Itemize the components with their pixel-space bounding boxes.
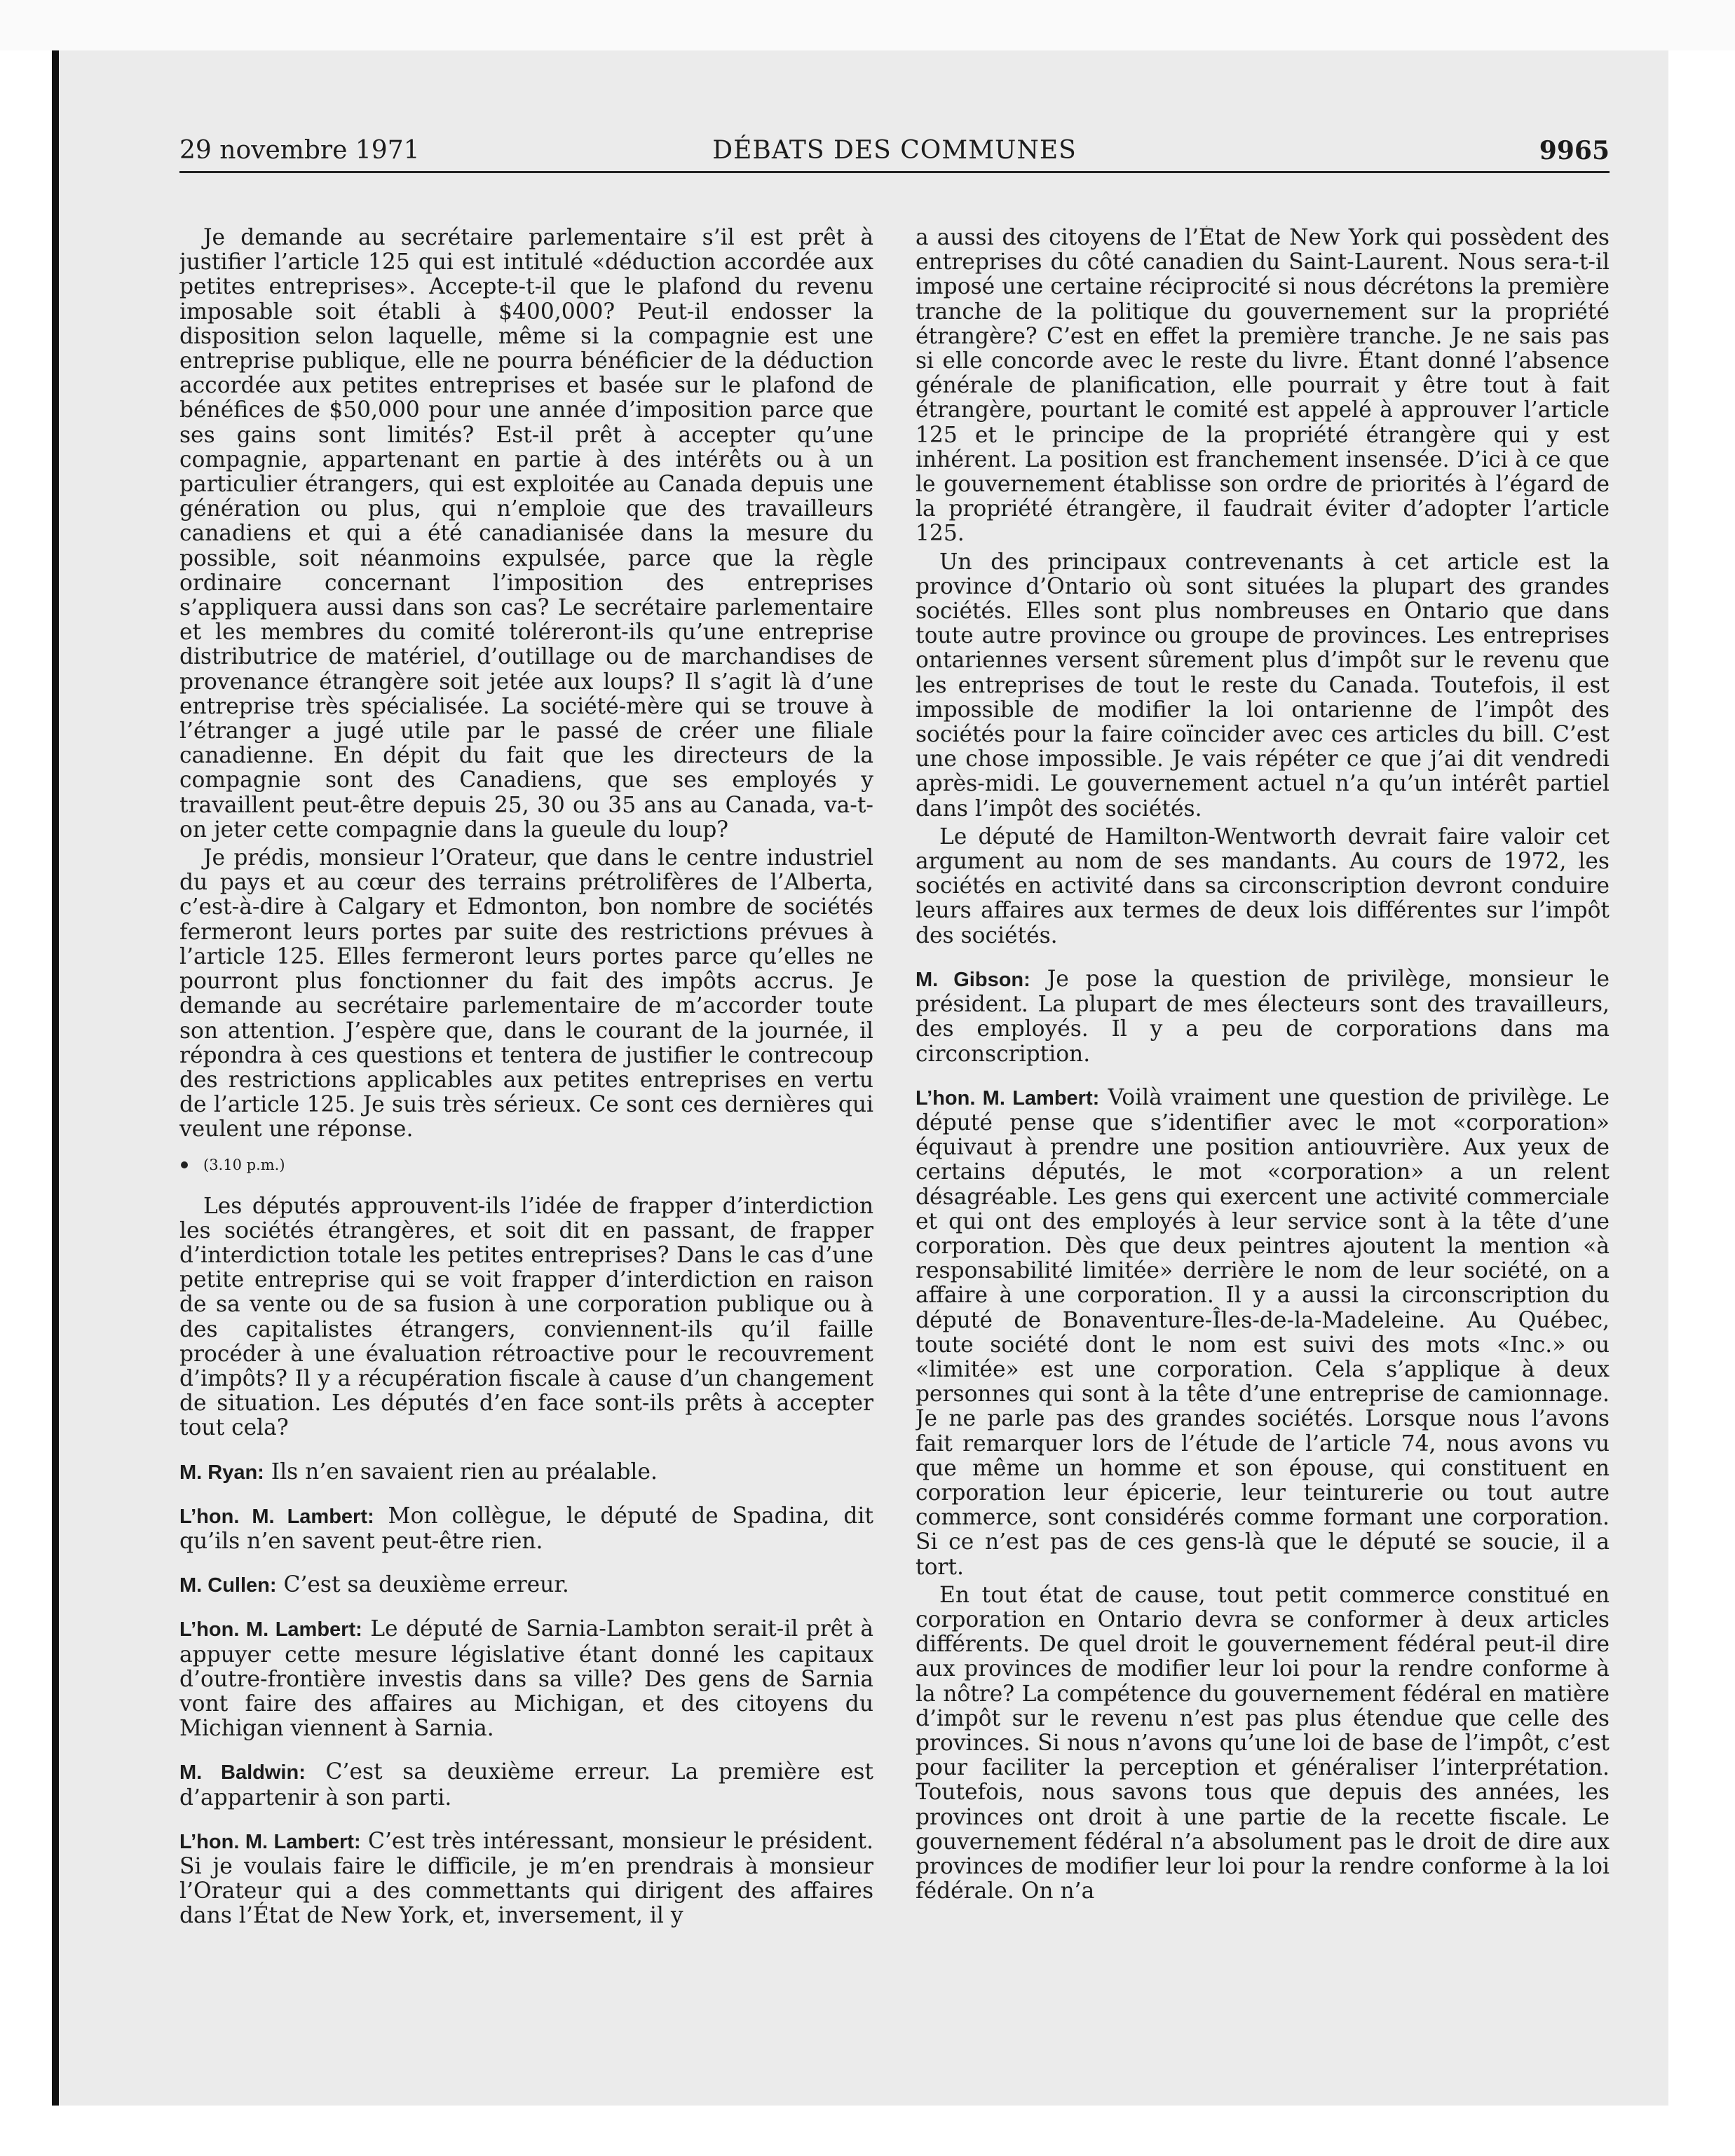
speaker-name: L’hon. M. Lambert:	[179, 1505, 374, 1528]
speech-text: Mon collègue, le député de Spadina, dit qu’ils n’en savent peut-être rien.	[179, 1503, 873, 1554]
scan-bottom-margin	[0, 2106, 1735, 2156]
speech-text: C’est sa deuxième erreur.	[276, 1572, 569, 1598]
speaker-name: M. Gibson:	[916, 968, 1030, 991]
header-title: DÉBATS DES COMMUNES	[712, 136, 1077, 165]
paragraph: En tout état de cause, tout petit commerce constitué en corporation en Ontario devra se conformer à deux articles différents. De quel droit le gouvernement fédéral peut-il dire aux provinces de modifier leur loi pour la rendre conforme à la nôtre? La compétence du gouvernement fédéral en matière d’impôt sur le revenu n’est pas plus étendue que celle des provinces. Si nous n’avons qu’une loi de base de l’impôt, c’est pour faciliter la perception et généraliser l’interprétation. Toutefois, nous savons tous que depuis des années, les provinces ont droit à une partie de la recette fiscale. Le gouvernement fédéral n’a absolument pas le droit de dire aux provinces de modifier leur loi pour la rendre conforme à la loi fédérale. On n’a	[916, 1582, 1610, 1904]
right-column	[916, 226, 1610, 2020]
speech	[179, 1460, 873, 1485]
speech-text: C’est sa deuxième erreur. La première est d’appartenir à son parti.	[179, 1759, 873, 1810]
time-stamp	[179, 1155, 873, 1175]
paragraph: Je prédis, monsieur l’Orateur, que dans le centre industriel du pays et au cœur des terrains prétrolifères de l’Alberta, c’est-à-dire à Calgary et Edmonton, bon nombre de sociétés fermeront leurs portes par suite des restrictions prévues à l’article 125. Elles fermeront leurs portes parce qu’elles ne pourront plus fonctionner du fait des impôts accrus. Je demande au secrétaire parlementaire de m’accorder toute son attention. J’espère que, dans le courant de la journée, il répondra à ces questions et tentera de justifier le contrecoup des restrictions applicables aux petites entreprises en vertu de l’article 125. Je suis très sérieux. Ce sont ces dernières qui veulent une réponse.	[179, 845, 873, 1142]
left-column	[179, 226, 873, 2020]
speech	[916, 967, 1610, 1067]
speech	[179, 1829, 873, 1929]
paragraph: Les députés approuvent-ils l’idée de frapper d’interdiction les sociétés étrangères, et soit dit en passant, de frapper d’interdiction totale les petites entreprises? Dans le cas d’une petite entreprise qui se voit frapper d’interdiction en raison de sa vente ou de sa fusion à une corporation publique ou à des capitalistes étrangers, conviennent-ils qu’il faille procéder à une évaluation rétroactive pour le recouvrement d’impôts? Il y a récupération fiscale à cause d’un changement de situation. Les députés d’en face sont-ils prêts à accepter tout cela?	[179, 1193, 873, 1441]
paragraph: Je demande au secrétaire parlementaire s’il est prêt à justifier l’article 125 qui est intitulé «déduction accordée aux petites entreprises». Accepte-t-il que le plafond du revenu imposable soit établi à $400,000? Peut-il endosser la disposition selon laquelle, même si la compagnie est une entreprise publique, elle ne pourra bénéficier de la déduction accordée aux petites entreprises et basée sur le plafond de bénéfices de $50,000 pour une année d’imposition parce que ses gains sont limités? Est-il prêt à accepter qu’une compagnie, appartenant en partie à des intérêts ou à un particulier étrangers, qui est exploitée au Canada depuis une génération ou plus, qui n’emploie que des travailleurs canadiens et qui a été canadianisée dans la mesure du possible, soit néanmoins expulsée, parce que la règle ordinaire concernant l’imposition des entreprises s’appliquera aussi dans son cas? Le secrétaire parlementaire et les membres du comité toléreront-ils qu’une entreprise distributrice de matériel, d’outillage ou de marchandises de provenance étrangère soit jetée aux loups? Il s’agit là d’une entreprise très spécialisée. La société-mère qui se trouve à l’étranger a jugé utile par le passé de créer une filiale canadienne. En dépit du fait que les directeurs de la compagnie sont des Canadiens, que ses employés y travaillent peut-être depuis 25, 30 ou 35 ans au Canada, va-t-on jeter cette compagnie dans la gueule du loup?	[179, 226, 873, 842]
speaker-name: M. Cullen:	[179, 1574, 277, 1597]
bullet-icon	[181, 1161, 188, 1168]
speaker-name: M. Ryan:	[179, 1461, 264, 1484]
speech-text: Je pose la question de privilège, monsieur le président. La plupart de mes électeurs sont des travailleurs, des employés. Il y a peu de corporations dans ma circonscription.	[916, 966, 1610, 1067]
running-head	[179, 135, 1610, 173]
page-binding-edge	[52, 50, 59, 2106]
speech-text: Ils n’en savaient rien au préalable.	[264, 1459, 658, 1485]
header-date: 29 novembre 1971	[179, 136, 420, 165]
speech	[179, 1573, 873, 1598]
speech-text: C’est très intéressant, monsieur le président. Si je voulais faire le difficile, je m’en prendrais à monsieur l’Orateur qui a des commettants qui dirigent des affaires dans l’État de New York, et, inversement, il y	[179, 1828, 873, 1929]
speech-text: Voilà vraiment une question de privilège. Le député pense que s’identifier avec le mot «corporation» équivaut à prendre une position antiouvrière. Aux yeux de certains députés, le mot «corporation» a un relent désagréable. Les gens qui exercent une activité commerciale et qui ont des employés à leur service sont à la tête d’une corporation. Dès que deux peintres ajoutent la mention «à responsabilité limitée» derrière le nom de leur société, on a affaire à une corporation. Il y a aussi la circonscription du député de Bonaventure-Îles-de-la-Madeleine. Au Québec, toute société dont le nom est suivi des mots «Inc.» ou «limitée» est une corporation. Cela s’applique à deux personnes qui sont à la tête d’une entreprise de camionnage. Je ne parle pas des grandes sociétés. Lorsque nous l’avons fait remarquer lors de l’étude de l’article 74, nous avons vu que même un homme et son épouse, qui constituent en corporation leur épicerie, leur teinturerie ou tout autre commerce, sont considérés comme formant une corporation. Si ce n’est pas de ces gens-là que le député se soucie, il a tort.	[916, 1084, 1610, 1580]
speaker-name: L’hon. M. Lambert:	[179, 1618, 362, 1642]
speech	[916, 1086, 1610, 1580]
time-stamp-text: (3.10 p.m.)	[203, 1156, 285, 1173]
header-page-number: 9965	[1539, 136, 1610, 165]
speech-text: Le député de Sarnia-Lambton serait-il prêt à appuyer cette mesure législative étant donné les capitaux d’outre-frontière investis dans sa ville? Des gens de Sarnia vont faire des affaires au Michigan, et des citoyens du Michigan viennent à Sarnia.	[179, 1616, 873, 1742]
speech	[179, 1760, 873, 1810]
paragraph: Le député de Hamilton-Wentworth devrait faire valoir cet argument au nom de ses mandants. Au cours de 1972, les sociétés en activité dans sa circonscription devront conduire leurs affaires aux termes de deux lois différentes sur l’impôt des sociétés.	[916, 824, 1610, 948]
speaker-name: L’hon. M. Lambert:	[916, 1086, 1100, 1110]
speech	[179, 1504, 873, 1554]
speech	[179, 1617, 873, 1741]
paragraph: a aussi des citoyens de l’État de New York qui possèdent des entreprises du côté canadien du Saint-Laurent. Nous sera-t-il imposé une certaine réciprocité si nous décrétons la première tranche de la politique du gouvernement sur la propriété étrangère? C’est en effet la première tranche. Je ne sais pas si elle concorde avec le reste du livre. Étant donné l’absence générale de planification, elle pourrait y être tout à fait étrangère, pourtant le comité est appelé à approuver l’article 125 et le principe de la propriété étrangère qui y est inhérent. La position est franchement insensée. D’ici à ce que le gouvernement établisse son ordre de priorités à l’égard de la propriété étrangère, il faudrait éviter d’adopter l’article 125.	[916, 226, 1610, 547]
speaker-name: M. Baldwin:	[179, 1761, 306, 1785]
paragraph: Un des principaux contrevenants à cet article est la province d’Ontario où sont situées la plupart des grandes sociétés. Elles sont plus nombreuses en Ontario que dans toute autre province ou groupe de provinces. Les entreprises ontariennes versent sûrement plus d’impôt sur le revenu que les entreprises de tout le reste du Canada. Toutefois, il est impossible de modifier la loi ontarienne de l’impôt des sociétés pour la faire coïncider avec ces articles du bill. C’est une chose impossible. Je vais répéter ce que j’ai dit vendredi après-midi. Le gouvernement actuel n’a qu’un intérêt partiel dans l’impôt des sociétés.	[916, 549, 1610, 821]
scan-top-margin	[0, 0, 1735, 50]
scan-right-margin	[1668, 50, 1735, 2106]
speaker-name: L’hon. M. Lambert:	[179, 1830, 361, 1853]
